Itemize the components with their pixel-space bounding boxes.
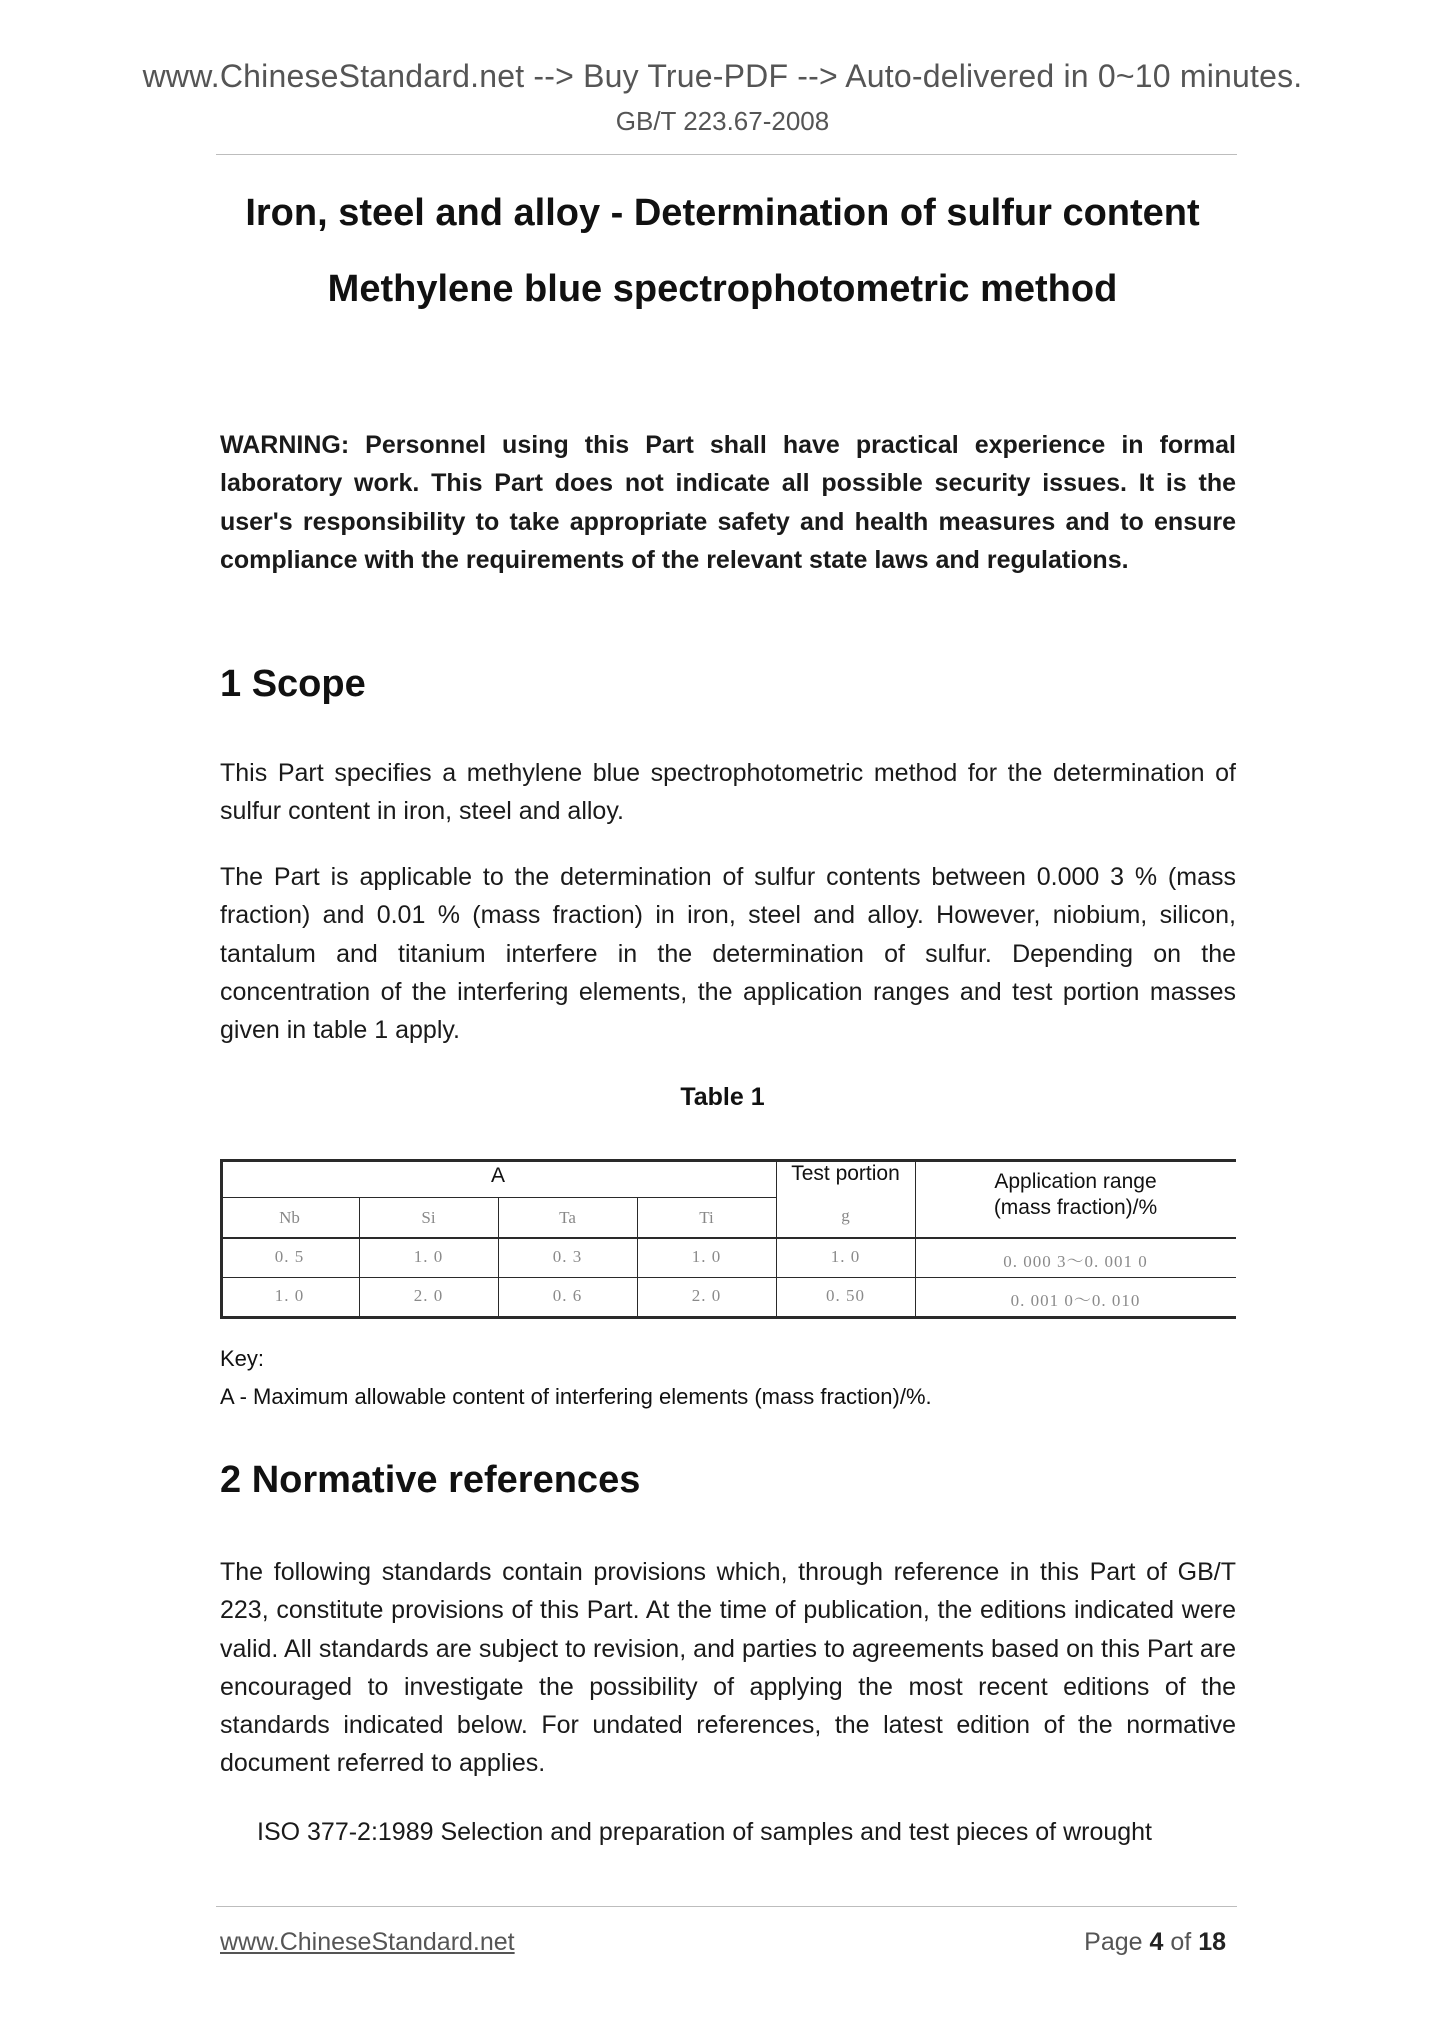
table-cell: 0. 001 0～0. 010 — [1010, 1291, 1141, 1310]
normative-reference-iso-377-2: ISO 377-2:1989 Selection and preparation of samples and test pieces of wrought — [257, 1818, 1153, 1846]
table-cell: 1. 0 — [413, 1247, 444, 1266]
table-cell: 0. 5 — [274, 1247, 305, 1266]
table-header-nb: Nb — [279, 1208, 300, 1227]
table-cell: 0. 50 — [826, 1286, 865, 1305]
table-group-header: A — [490, 1164, 505, 1187]
header-banner: www.ChineseStandard.net --> Buy True-PDF --> Auto-delivered in 0~10 minutes. — [142, 58, 1303, 94]
document-title: Iron, steel and alloy - Determination of sulfur content — [245, 192, 1200, 234]
table-1 — [220, 1159, 1236, 1319]
table-cell: 1. 0 — [274, 1286, 305, 1305]
table-header-ti: Ti — [699, 1208, 714, 1227]
table-caption: Table 1 — [680, 1083, 765, 1111]
warning-paragraph: WARNING: Personnel using this Part shall have practical experience in formal laboratory work. This Part does not indicate all possible security issues. It is the user's responsibility to take appropriate safety and health measures and to ensure compliance with the requirements of the relevant state laws and regulations. — [220, 431, 1236, 574]
section-heading-scope: 1 Scope — [220, 663, 366, 705]
scope-paragraph-2: The Part is applicable to the determination of sulfur contents between 0.000 3 % (mass fraction) and 0.01 % (mass fraction) in iron, steel and alloy. However, niobium, silicon, tantalum and titanium interfere in the determination of sulfur. Depending on the concentration of the interfering elements, the application ranges and test portion masses given in table 1 apply. — [220, 863, 1236, 1045]
document-subtitle: Methylene blue spectrophotometric method — [327, 268, 1118, 310]
table-cell: 1. 0 — [830, 1247, 861, 1266]
footer-divider — [216, 1906, 1237, 1907]
table-test-portion-header: Test portion — [791, 1162, 900, 1185]
table-header-si: Si — [421, 1208, 436, 1227]
table-cell: 0. 6 — [552, 1286, 583, 1305]
header-doc-id: GB/T 223.67-2008 — [615, 106, 830, 136]
table-cell: 2. 0 — [691, 1286, 722, 1305]
table-rule-header — [220, 1237, 1236, 1239]
normative-paragraph-1: The following standards contain provisions which, through reference in this Part of GB/T 223, constitute provisions of this Part. At the time of publication, the editions indicated were valid. All standards are subject to revision, and parties to agreements based on this Part are encouraged to investigate the possibility of applying the most recent editions of the standards indicated below. For undated references, the latest edition of the normative document referred to applies. — [220, 1558, 1236, 1778]
table-cell: 1. 0 — [691, 1247, 722, 1266]
table-cell: 2. 0 — [413, 1286, 444, 1305]
key-label: Key: — [220, 1346, 265, 1371]
scope-paragraph-1: This Part specifies a methylene blue spectrophotometric method for the determination of sulfur content in iron, steel and alloy. — [220, 759, 1236, 826]
table-rule-top — [220, 1159, 1236, 1162]
footer-site-link[interactable]: www.ChineseStandard.net — [220, 1928, 515, 1956]
table-rule-bottom — [220, 1316, 1236, 1319]
table-cell: 0. 000 3～0. 001 0 — [1003, 1252, 1148, 1271]
footer-page-number — [1084, 1928, 1226, 1957]
section-heading-normative: 2 Normative references — [220, 1459, 641, 1501]
key-item-a: A - Maximum allowable content of interfering elements (mass fraction)/%. — [220, 1384, 932, 1409]
footer-page-label: Page — [1084, 1928, 1143, 1956]
header-divider — [216, 154, 1237, 155]
table-app-range-header-2: (mass fraction)/% — [993, 1196, 1158, 1219]
table-cell: 0. 3 — [552, 1247, 583, 1266]
table-test-portion-unit: g — [841, 1206, 850, 1225]
table-rule-row — [220, 1277, 1236, 1278]
footer-page-current: 4 — [1149, 1928, 1164, 1956]
footer-page-total: 18 — [1198, 1928, 1226, 1956]
table-header-ta: Ta — [559, 1208, 576, 1227]
table-app-range-header-1: Application range — [994, 1170, 1157, 1193]
footer-page-of: of — [1170, 1928, 1192, 1956]
